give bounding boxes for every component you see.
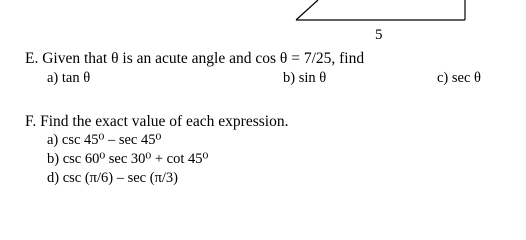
problem-e-heading: E. Given that θ is an acute angle and cos θ = 7/25, find [25,50,365,67]
problem-f-heading: F. Find the exact value of each expression. [25,113,289,130]
problem-f-part-a: a) csc 45⁰ – sec 45⁰ [47,132,162,148]
problem-e-part-b: b) sin θ [283,70,327,86]
triangle-side-label: 5 [375,27,383,43]
problem-e-part-a: a) tan θ [47,70,91,86]
problem-f-part-b: b) csc 60⁰ sec 30⁰ + cot 45⁰ [47,151,209,167]
triangle-hypotenuse-edge [296,0,318,20]
triangle-figure-fragment [0,0,526,30]
problem-e-part-c: c) sec θ [437,70,481,86]
problem-f-part-d: d) csc (π/6) – sec (π/3) [47,170,178,186]
